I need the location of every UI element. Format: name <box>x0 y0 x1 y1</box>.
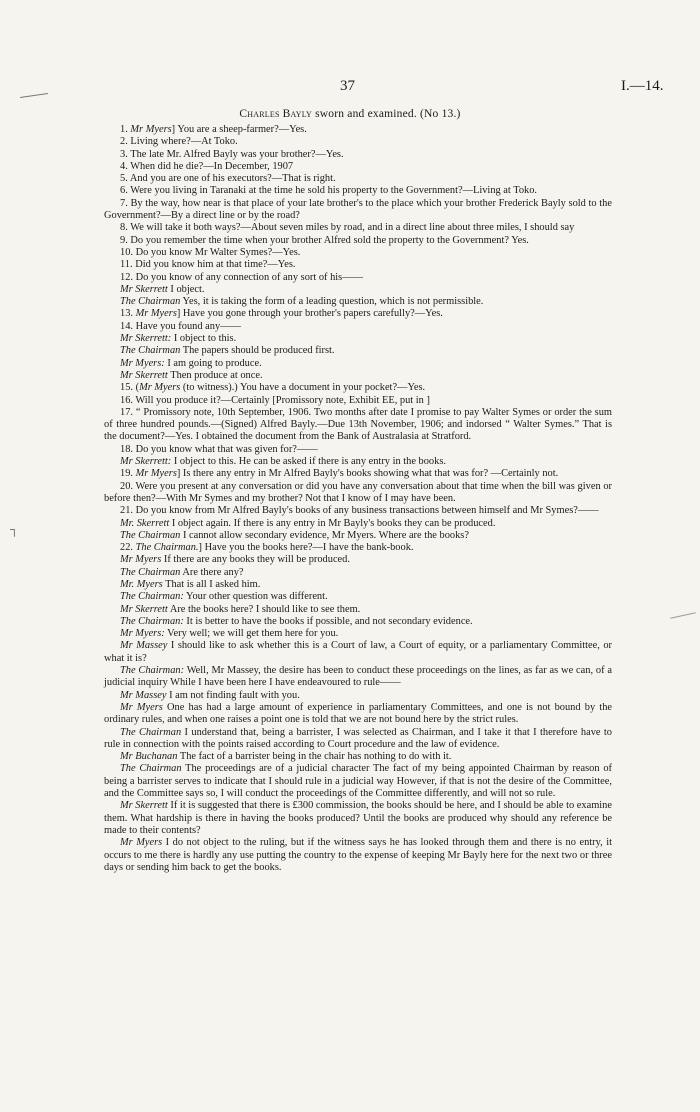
paragraph-text: Have you found any—— <box>135 320 241 332</box>
paragraph-text: I object again. If there is any entry in Mr Bayly's books they can be produced. <box>169 517 496 529</box>
speaker-name: Mr Myers <box>135 308 177 320</box>
paragraph-text: Were you present at any conversation or did you have any conversation about that time when the bill was given or before then?—With Mr Symes and my brother? Not that I know of I may have been. <box>104 480 613 504</box>
question-paragraph: 6. Were you living in Taranaki at the time he sold his property to the Government?—Living at Toko. <box>120 185 538 197</box>
question-number: 8 <box>120 222 126 234</box>
paragraph-text: Have you the books here?—I have the bank-book. <box>202 542 414 554</box>
section-title-rest: sworn and examined. (No 13.) <box>312 108 461 120</box>
interjection-paragraph <box>104 751 612 763</box>
paragraph-text: We will take it both ways?—About seven miles by road, and in a direct line about three miles, I should say <box>130 222 575 234</box>
question-number: 22 <box>120 542 131 554</box>
paragraph-text: The late Mr. Alfred Bayly was your brother?—Yes. <box>130 148 344 160</box>
speaker-name: The Chairman: <box>120 615 184 627</box>
interjection-paragraph <box>104 640 612 665</box>
speaker-name: Mr Skerrett: <box>120 456 172 468</box>
interjection-paragraph <box>104 518 612 530</box>
speaker-name: The Chairman <box>120 296 181 308</box>
speaker-suffix: (to witness).) <box>180 382 238 394</box>
paragraph-text: Were you living in Taranaki at the time he sold his property to the Government?—Living at Toko. <box>130 185 538 197</box>
paragraph-text: Are the books here? I should like to see them. <box>167 603 361 615</box>
paragraph-text: I do not object to the ruling, but if the witness says he has looked through them and there is no entry, it occurs to me there is hardly any use putting the country to the expense of keeping Mr Bayly here for the next two or three days or sending him back to get the books. <box>104 837 612 873</box>
speaker-suffix: ] <box>176 308 181 320</box>
interjection-paragraph <box>104 530 612 542</box>
question-number: 6 <box>120 185 126 197</box>
margin-bracket-mark: ┐ <box>10 522 19 536</box>
paragraph-text: I am not finding fault with you. <box>166 689 300 701</box>
speaker-name: The Chairman <box>120 529 181 541</box>
interjection-paragraph <box>104 579 612 591</box>
interjection-paragraph <box>104 554 612 566</box>
question-number: 17 <box>120 406 131 418</box>
section-title <box>0 108 700 120</box>
paragraph-text: It is better to have the books if possible, and not secondary evidence. <box>183 615 473 627</box>
margin-pencil-mark <box>20 93 48 98</box>
paragraph-text: You are a sheep-farmer?—Yes. <box>175 124 307 135</box>
question-paragraph: 12. Do you know of any connection of any sort of his—— <box>120 271 363 283</box>
margin-pencil-mark <box>670 612 696 618</box>
question-paragraph: 10. Do you know Mr Walter Symes?—Yes. <box>120 246 301 258</box>
paragraph-text: Do you remember the time when your brother Alfred sold the property to the Government? Yes. <box>130 234 529 246</box>
question-number: 12 <box>120 271 131 283</box>
paragraph-text: “ Promissory note, 10th September, 1906. Two months after date I promise to pay Walter Symes or order the sum of three hundred pounds.—(Signed) Alfred Bayly.—Due 13th November, 1906; and indorsed “ Walter Symes.” That is the document?—Yes. I obtained the document from the Bank of Australasia at Stratford. <box>104 406 612 443</box>
question-paragraph: 13. Mr Myers] Have you gone through your brother's papers carefully?—Yes. <box>120 308 443 320</box>
paragraph-text: I object to this. <box>171 333 237 345</box>
paragraph-text: Did you know him at that time?—Yes. <box>135 259 296 271</box>
paragraph-text: Do you know Mr Walter Symes?—Yes. <box>135 246 301 258</box>
interjection-paragraph <box>104 358 612 370</box>
paragraph-text: I object. <box>167 283 205 295</box>
paragraph-text: One has had a large amount of experience in parliamentary Committees, and one is not bound by the ordinary rules, and when one raises a point one is told that we are not bound here by the strict rules. <box>104 701 613 726</box>
interjection-paragraph <box>104 591 612 603</box>
document-reference: I.—14. <box>621 78 664 94</box>
paragraph-text: Then produce at once. <box>167 369 263 381</box>
interjection-paragraph <box>104 690 612 702</box>
speaker-name: Mr Myers <box>120 701 163 713</box>
speaker-name: Mr Skerrett <box>120 283 168 295</box>
paragraph-text: Is there any entry in Mr Alfred Bayly's books showing what that was for? —Certainly not. <box>180 468 559 480</box>
question-paragraph: 16. Will you produce it?—Certainly [Promissory note, Exhibit EE, put in ] <box>120 394 430 406</box>
question-paragraph: 14. Have you found any—— <box>120 320 241 332</box>
question-paragraph: 4. When did he die?—In December, 1907 <box>120 160 294 172</box>
paragraph-text: I understand that, being a barrister, I was selected as Chairman, and I take it that I therefore have to rule in connection with the points raised according to Court procedure and the law of evidence. <box>104 726 612 750</box>
interjection-paragraph <box>104 616 612 628</box>
question-number: 14 <box>120 320 131 332</box>
question-number: 11 <box>120 259 131 271</box>
speaker-name: Mr Myers: <box>120 357 165 369</box>
speaker-name: The Chairman: <box>120 665 185 677</box>
speaker-name: Mr Massey <box>120 689 167 701</box>
speaker-name: The Chairman. <box>135 542 199 554</box>
interjection-paragraph <box>104 296 612 308</box>
speaker-name: Mr Myers <box>120 837 163 849</box>
speaker-prefix: ( <box>135 382 140 394</box>
witness-name: Charles Bayly <box>239 108 313 120</box>
paragraph-text: The fact of a barrister being in the chair has nothing to do with it. <box>177 751 452 763</box>
question-paragraph: 22. The Chairman.] Have you the books here?—I have the bank-book. <box>120 542 414 554</box>
speaker-name: Mr Skerrett: <box>120 333 172 345</box>
question-paragraph: 15. (Mr Myers (to witness).) You have a document in your pocket?—Yes. <box>120 382 426 394</box>
paragraph-text: I cannot allow secondary evidence, Mr Myers. Where are the books? <box>180 529 469 541</box>
speaker-name: The Chairman <box>120 763 182 775</box>
question-number: 18 <box>120 443 131 455</box>
paragraph-text: By the way, how near is that place of your late brother's to the place which your brother Frederick Bayly sold to the Government?—By a direct line or by the road? <box>104 197 612 222</box>
speaker-name: The Chairman: <box>120 591 184 603</box>
question-paragraph: 5. And you are one of his executors?—That is right. <box>120 173 336 185</box>
interjection-paragraph <box>104 665 612 690</box>
question-number: 9 <box>120 234 126 246</box>
speaker-name: Mr Buchanan <box>120 751 178 763</box>
interjection-paragraph <box>104 456 612 468</box>
question-number: 2 <box>120 136 126 148</box>
question-number: 20 <box>120 480 131 492</box>
speaker-name: Mr Massey <box>120 640 168 652</box>
interjection-paragraph <box>104 370 612 382</box>
paragraph-text: The papers should be produced first. <box>180 345 335 357</box>
speaker-name: Mr Myers <box>120 554 162 566</box>
paragraph-text: If it is suggested that there is £300 commission, the books should be here, and I should be able to examine them. What hardship is there in having the books produced? Until the books are produced why should any reference be made to their contents? <box>104 800 612 836</box>
interjection-paragraph <box>104 567 612 579</box>
paragraph-text: The proceedings are of a judicial character The fact of my being appointed Chairman by reason of being a barrister serves to indicate that I should rule in a judicial way However, if that is not the desire of the Committee, and the Committee says so, I will conduct the proceedings of the Committee differently, and will not so rule. <box>104 763 612 800</box>
paragraph-text: And you are one of his executors?—That is right. <box>129 173 336 185</box>
page-number: 37 <box>340 78 355 94</box>
interjection-paragraph <box>104 763 612 800</box>
paragraph-text: If there are any books they will be produced. <box>161 554 350 566</box>
interjection-paragraph <box>104 284 612 296</box>
interjection-paragraph <box>104 604 612 616</box>
speaker-name: The Chairman <box>120 726 182 738</box>
question-number: 15 <box>120 382 131 394</box>
question-paragraph: 2. Living where?—At Toko. <box>120 136 238 148</box>
speaker-name: Mr Skerrett <box>120 800 168 812</box>
question-paragraph: 7. By the way, how near is that place of your late brother's to the place which your brother Frederick Bayly sold to the Government?—By a direct line or by the road? <box>104 197 612 222</box>
question-paragraph: 20. Were you present at any conversation or did you have any conversation about that time when the bill was given or before then?—With Mr Symes and my brother? Not that I know of I may have been. <box>104 480 613 504</box>
question-paragraph: 9. Do you remember the time when your brother Alfred sold the property to the Government? Yes. <box>120 234 529 246</box>
paragraph-text: Very well; we will get them here for you. <box>164 628 339 640</box>
speaker-name: Mr. Myers <box>120 578 163 590</box>
speaker-name: Mr Myers <box>135 468 177 480</box>
speaker-suffix: ] <box>171 124 176 135</box>
paragraph-text: I am going to produce. <box>164 357 262 369</box>
question-number: 7 <box>120 197 126 209</box>
interjection-paragraph <box>104 628 612 640</box>
question-number: 5 <box>120 173 126 185</box>
paragraph-text: When did he die?—In December, 1907 <box>130 160 294 172</box>
question-paragraph: 11. Did you know him at that time?—Yes. <box>120 259 296 271</box>
question-paragraph: 8. We will take it both ways?—About seven miles by road, and in a direct line about three miles, I should say <box>120 222 575 234</box>
speaker-name: The Chairman <box>120 345 181 357</box>
interjection-paragraph <box>104 333 612 345</box>
paragraph-text: You have a document in your pocket?—Yes. <box>237 382 426 394</box>
speaker-name: Mr Skerrett <box>120 603 168 615</box>
speaker-name: Mr Myers <box>139 382 181 394</box>
speaker-name: Mr Myers: <box>120 628 165 640</box>
question-number: 3 <box>120 148 126 160</box>
question-paragraph: 1. Mr Myers] You are a sheep-farmer?—Yes. <box>120 124 307 135</box>
paragraph-text: Do you know from Mr Alfred Bayly's books of any business transactions between himself and Mr Symes?—— <box>135 505 599 517</box>
question-number: 19 <box>120 468 131 480</box>
question-number: 1 <box>120 124 126 135</box>
question-paragraph: 17. “ Promissory note, 10th September, 1906. Two months after date I promise to pay Walter Symes or order the sum of three hundred pounds.—(Signed) Alfred Bayly.—Due 13th November, 1906; and indorsed “ Walter Symes.” That is the document?—Yes. I obtained the document from the Bank of Australasia at Stratford. <box>104 406 612 443</box>
paragraph-text: Will you produce it?—Certainly [Promissory note, Exhibit EE, put in ] <box>135 394 430 406</box>
speaker-name: Mr. Skerrett <box>120 517 170 529</box>
paragraph-text: Well, Mr Massey, the desire has been to conduct these proceedings on the lines, as far as we can, of a judicial inquiry While I have been here I have endeavoured to rule—— <box>104 665 612 689</box>
interjection-paragraph <box>104 345 612 357</box>
paragraph-text: Do you know what that was given for?—— <box>135 443 318 455</box>
interjection-paragraph <box>104 837 612 874</box>
transcript-body <box>104 124 612 874</box>
paragraph-text: I object to this. He can be asked if there is any entry in the books. <box>171 456 446 468</box>
speaker-name: Mr Myers <box>130 124 172 135</box>
question-number: 10 <box>120 246 131 258</box>
paragraph-text: Do you know of any connection of any sort of his—— <box>135 271 363 283</box>
paragraph-text: That is all I asked him. <box>162 578 261 590</box>
question-number: 13 <box>120 308 131 320</box>
question-paragraph: 19. Mr Myers] Is there any entry in Mr Alfred Bayly's books showing what that was for? —Certainly not. <box>120 468 559 480</box>
question-number: 4 <box>120 160 126 172</box>
question-paragraph: 18. Do you know what that was given for?—— <box>120 443 318 455</box>
interjection-paragraph <box>104 727 612 752</box>
interjection-paragraph <box>104 702 612 727</box>
speaker-suffix: ] <box>176 468 181 480</box>
paragraph-text: Your other question was different. <box>183 591 328 603</box>
paragraph-text: Yes, it is taking the form of a leading question, which is not permissible. <box>180 296 484 308</box>
speaker-name: The Chairman <box>120 566 181 578</box>
paragraph-text: I should like to ask whether this is a Court of law, a Court of equity, or a parliamentary Committee, or what it is? <box>104 640 612 664</box>
interjection-paragraph <box>104 800 612 837</box>
speaker-name: Mr Skerrett <box>120 369 168 381</box>
speaker-suffix: ] <box>198 542 202 554</box>
question-number: 21 <box>120 505 131 517</box>
paragraph-text: Are there any? <box>180 566 244 578</box>
paragraph-text: Have you gone through your brother's papers carefully?—Yes. <box>180 308 443 320</box>
paragraph-text: Living where?—At Toko. <box>130 136 238 148</box>
question-paragraph: 3. The late Mr. Alfred Bayly was your brother?—Yes. <box>120 148 344 160</box>
question-paragraph: 21. Do you know from Mr Alfred Bayly's books of any business transactions between himself and Mr Symes?—— <box>120 505 599 517</box>
question-number: 16 <box>120 394 131 406</box>
